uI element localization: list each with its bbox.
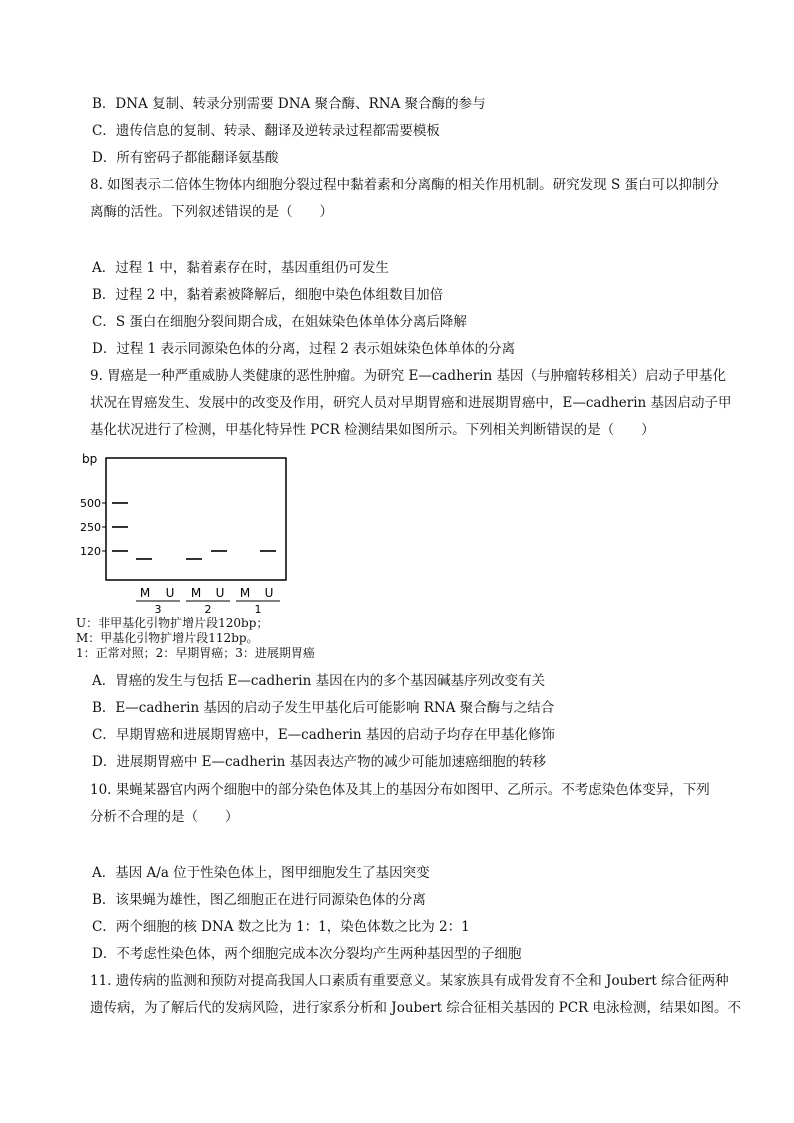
q9-stem-line2: 状况在胃癌发生、发展中的改变及作用，研究人员对早期胃癌和进展期胃癌中，E—cadherin 基因启动子甲 bbox=[90, 395, 732, 411]
q9-option-b: B．E—cadherin 基因的启动子发生甲基化后可能影响 RNA 聚合酶与之结合 bbox=[92, 700, 555, 716]
gel-unit-label: bp bbox=[82, 452, 98, 466]
group-label: 2 bbox=[204, 603, 212, 616]
q11-stem-line1: 11. 遗传病的监测和预防对提高我国人口素质有重要意义。某家族具有成骨发育不全和 Joubert 综合征两种 bbox=[90, 973, 729, 989]
q9-option-d: D．进展期胃癌中 E—cadherin 基因表达产物的减少可能加速癌细胞的转移 bbox=[92, 754, 547, 770]
lane-label: U bbox=[165, 586, 175, 600]
q8-option-d: D．过程 1 表示同源染色体的分离，过程 2 表示姐妹染色体单体的分离 bbox=[92, 341, 516, 357]
q9-option-c: C．早期胃癌和进展期胃癌中，E—cadherin 基因的启动子均存在甲基化修饰 bbox=[92, 727, 555, 743]
q10-stem-line2: 分析不合理的是（ ） bbox=[90, 809, 239, 825]
lane-label: M bbox=[239, 586, 251, 600]
pcr-gel-figure bbox=[70, 448, 370, 623]
q8-stem-line2: 离酶的活性。下列叙述错误的是（ ） bbox=[90, 204, 333, 220]
lane-label: M bbox=[190, 586, 202, 600]
q9-stem-line3: 基化状况进行了检测，甲基化特异性 PCR 检测结果如图所示。下列相关判断错误的是（ ） bbox=[90, 422, 655, 438]
q8-stem-line1: 8. 如图表示二倍体生物体内细胞分裂过程中黏着素和分离酶的相关作用机制。研究发现 S 蛋白可以抑制分 bbox=[90, 177, 720, 193]
q8-option-c: C．S 蛋白在细胞分裂间期合成，在姐妹染色体单体分离后降解 bbox=[92, 314, 467, 330]
q10-option-a: A．基因 A/a 位于性染色体上，图甲细胞发生了基因突变 bbox=[92, 865, 430, 881]
gel-legend-line1: U：非甲基化引物扩增片段120bp； bbox=[76, 616, 269, 630]
q10-option-c: C．两个细胞的核 DNA 数之比为 1：1，染色体数之比为 2：1 bbox=[92, 919, 470, 935]
gel-tick-500: 500 bbox=[80, 497, 101, 510]
q7-option-c: C．遗传信息的复制、转录、翻译及逆转录过程都需要模板 bbox=[92, 123, 440, 139]
group-label: 3 bbox=[154, 603, 162, 616]
q9-stem-line1: 9. 胃癌是一种严重威胁人类健康的恶性肿瘤。为研究 E—cadherin 基因（与肿瘤转移相关）启动子甲基化 bbox=[90, 368, 727, 384]
gel-tick-250: 250 bbox=[80, 521, 101, 534]
lane-label: U bbox=[264, 586, 274, 600]
gel-frame bbox=[106, 458, 286, 580]
q11-stem-line2: 遗传病，为了解后代的发病风险，进行家系分析和 Joubert 综合征相关基因的 PCR 电泳检测，结果如图。不 bbox=[90, 1000, 741, 1016]
q7-option-d: D．所有密码子都能翻译氨基酸 bbox=[92, 150, 279, 166]
group-label: 1 bbox=[254, 603, 262, 616]
lane-label: U bbox=[215, 586, 225, 600]
q7-option-b: B．DNA 复制、转录分别需要 DNA 聚合酶、RNA 聚合酶的参与 bbox=[92, 96, 486, 112]
q8-option-b: B．过程 2 中，黏着素被降解后，细胞中染色体组数目加倍 bbox=[92, 287, 444, 303]
lane-label: M bbox=[139, 586, 151, 600]
q10-option-d: D．不考虑性染色体，两个细胞完成本次分裂均产生两种基因型的子细胞 bbox=[92, 946, 522, 962]
q8-option-a: A．过程 1 中，黏着素存在时，基因重组仍可发生 bbox=[92, 260, 389, 276]
gel-legend-line2: M：甲基化引物扩增片段112bp。 bbox=[76, 631, 259, 645]
q10-stem-line1: 10. 果蝇某器官内两个细胞中的部分染色体及其上的基因分布如图甲、乙所示。不考虑染色体变异，下列 bbox=[90, 782, 710, 798]
gel-tick-120: 120 bbox=[80, 545, 101, 558]
q9-option-a: A．胃癌的发生与包括 E—cadherin 基因在内的多个基因碱基序列改变有关 bbox=[92, 673, 546, 689]
gel-legend-line3: 1：正常对照；2：早期胃癌；3：进展期胃癌 bbox=[76, 646, 315, 660]
q10-option-b: B．该果蝇为雄性，图乙细胞正在进行同源染色体的分离 bbox=[92, 892, 426, 908]
